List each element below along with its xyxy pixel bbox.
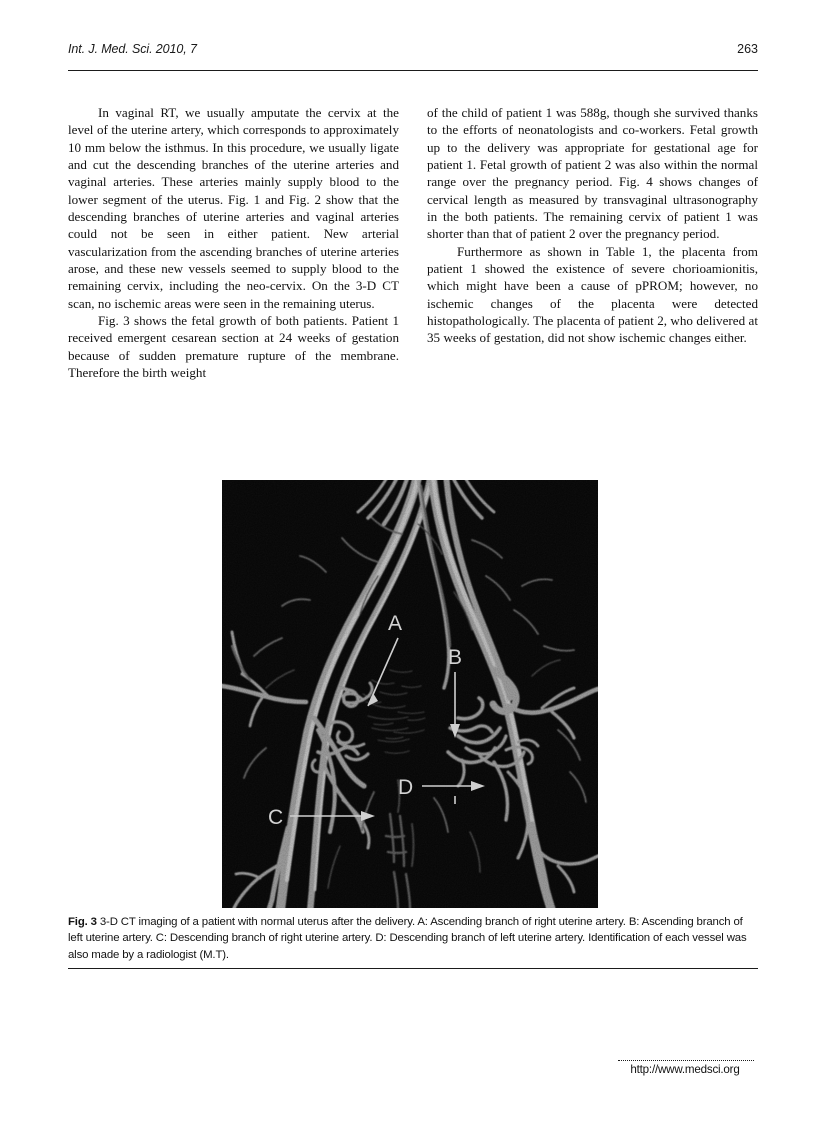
annotation-label-a: A bbox=[388, 612, 403, 635]
figure-label: Fig. 3 bbox=[68, 916, 97, 928]
figure-image-wrapper bbox=[222, 480, 598, 908]
page-footer bbox=[612, 1060, 758, 1076]
footer-rule bbox=[618, 1060, 754, 1061]
annotation-label-c: C bbox=[268, 806, 284, 829]
paragraph-left-2: Fig. 3 shows the fetal growth of both patients. Patient 1 received emergent cesarean section at 24 weeks of gestation because of sudden premature rupture of the membrane. Therefore the birth weight bbox=[68, 313, 399, 381]
left-column bbox=[68, 104, 399, 382]
annotation-label-b: B bbox=[448, 646, 463, 669]
running-head bbox=[68, 42, 758, 64]
figure-caption bbox=[68, 914, 758, 963]
paragraph-left-1: In vaginal RT, we usually amputate the cervix at the level of the uterine artery, which corresponds to approximately 10 mm below the isthmus. In this procedure, we usually ligate and cut the descending branches of the uterine arteries and vaginal arteries. These arteries mainly supply blood to the lower segment of the uterus. Fig. 1 and Fig. 2 show that the descending branches of uterine arteries and vaginal arteries could not be seen in either patient. New arterial vascularization from the ascending branches of uterine arteries arose, and these new vessels seemed to supply blood to the remaining cervix, including the neo-cervix. On the 3-D CT scan, no ischemic areas were seen in the remaining uterus. bbox=[68, 105, 399, 311]
header-rule bbox=[68, 70, 758, 71]
paragraph-right-1: of the child of patient 1 was 588g, though she survived thanks to the efforts of neonatologists and co-workers. Fetal growth up to the delivery was appropriate for gestational age for patient 1. Fetal growth of patient 2 was also within the normal range over the pregnancy period. Fig. 4 shows changes of cervical length as measured by transvaginal ultrasonography in the both patients. The remaining cervix of patient 1 was shorter than that of patient 2 over the pregnancy period. bbox=[427, 105, 758, 242]
annotation-label-d: D bbox=[398, 776, 414, 799]
journal-url[interactable]: http://www.medsci.org bbox=[630, 1063, 740, 1076]
page-number: 263 bbox=[737, 42, 758, 56]
journal-reference: Int. J. Med. Sci. 2010, 7 bbox=[68, 42, 197, 56]
figure-caption-text: 3-D CT imaging of a patient with normal uterus after the delivery. A: Ascending branch of right uterine artery. B: Ascending branch of left uterine artery. C: Descending branch of right uterine artery. D: Descending branch of left uterine artery. Identification of each vessel was also made by a radiologist (M.T). bbox=[68, 916, 747, 961]
ct-angiography-image bbox=[222, 480, 598, 908]
right-column bbox=[427, 104, 758, 347]
figure-bottom-rule bbox=[68, 968, 758, 969]
paragraph-right-2: Furthermore as shown in Table 1, the placenta from patient 1 showed the existence of severe chorioamionitis, which might have been a cause of pPROM; however, no ischemic changes of the placenta were detected histopathologically. The placenta of patient 2, who delivered at 35 weeks of gestation, did not show ischemic changes either. bbox=[427, 243, 758, 346]
